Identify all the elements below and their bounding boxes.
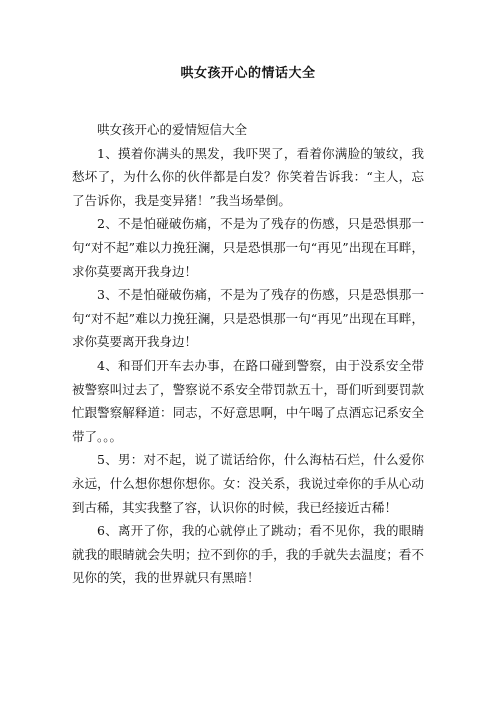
document-body	[72, 118, 424, 590]
document-subtitle: 哄女孩开心的爱情短信大全	[97, 122, 248, 137]
paragraph: 2、不是怕碰破伤痛，不是为了残存的伤感，只是恐惧那一句“对不起”难以力挽狂澜，只是恐惧那一句“再见”出现在耳畔，求你莫要离开我身边！	[72, 216, 424, 279]
paragraph: 4、和哥们开车去办事，在路口碰到警察，由于没系安全带被警察叫过去了，警察说不系安全带罚款五十，哥们听到要罚款忙跟警察解释道：同志，不好意思啊，中午喝了点酒忘记系安全带了。。。	[72, 357, 424, 444]
paragraph: 3、不是怕碰破伤痛，不是为了残存的伤感，只是恐惧那一句“对不起”难以力挽狂澜，只是恐惧那一句“再见”出现在耳畔，求你莫要离开我身边！	[72, 287, 424, 350]
document-title: 哄女孩开心的情话大全	[180, 66, 316, 81]
paragraph: 6、离开了你，我的心就停止了跳动；看不见你，我的眼睛就我的眼睛就会失明；拉不到你的手，我的手就失去温度；看不见你的笑，我的世界就只有黑暗！	[72, 523, 424, 586]
paragraph: 1、摸着你满头的黑发，我吓哭了，看着你满脸的皱纹，我愁坏了，为什么你的伙伴都是白发？你笑着告诉我：“主人，忘了告诉你，我是变异猪！”我当场晕倒。	[72, 145, 424, 208]
paragraph: 5、男：对不起，说了谎话给你，什么海枯石烂，什么爱你永远，什么想你想你想你。女：没关系，我说过牵你的手从心动到古稀，其实我整了容，认识你的时候，我已经接近古稀！	[72, 452, 424, 515]
